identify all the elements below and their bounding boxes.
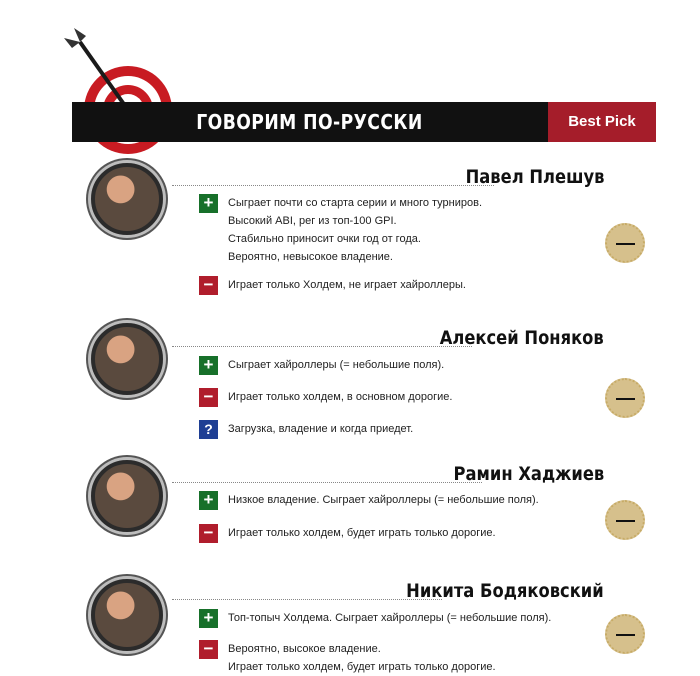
- cons-list: Вероятно, высокое владение. Играет только холдем, будет играть только дорогие.: [228, 643, 496, 673]
- unknown-list: Загрузка, владение и когда приедет.: [228, 423, 414, 435]
- best-pick-badge: Best Pick: [548, 102, 656, 142]
- divider: [172, 599, 442, 600]
- rating-medal-icon: [605, 500, 645, 540]
- pros-list: Сыграет почти со старта серии и много турниров. Высокий ABI, рег из топ-100 GPI. Стабильно приносит очки год от года. Вероятно, невысокое владение.: [228, 197, 483, 263]
- plus-icon: +: [199, 356, 218, 375]
- pros-list: Сыграет хайроллеры (= небольшие поля).: [228, 359, 445, 371]
- cons-list: Играет только холдем, будет играть только дорогие.: [228, 527, 496, 539]
- minus-icon: −: [199, 524, 218, 543]
- pros-list: Топ-топыч Холдема. Сыграет хайроллеры (= небольшие поля).: [228, 612, 552, 624]
- divider: [172, 482, 482, 483]
- rating-medal-icon: [605, 223, 645, 263]
- minus-icon: −: [199, 388, 218, 407]
- header-banner: [72, 102, 656, 142]
- avatar: [91, 460, 163, 532]
- player-name: Никита Бодяковский: [406, 580, 604, 602]
- cons-list: Играет только Холдем, не играет хайроллеры.: [228, 279, 466, 291]
- player-name: Алексей Поняков: [439, 327, 604, 349]
- question-icon: ?: [199, 420, 218, 439]
- player-name: Рамин Хаджиев: [453, 463, 604, 485]
- rating-medal-icon: [605, 378, 645, 418]
- avatar: [91, 163, 163, 235]
- plus-icon: +: [199, 491, 218, 510]
- player-name: Павел Плешув: [465, 166, 604, 188]
- minus-icon: −: [199, 276, 218, 295]
- plus-icon: +: [199, 609, 218, 628]
- page-title: ГОВОРИМ ПО-РУССКИ: [196, 110, 423, 134]
- divider: [172, 185, 494, 186]
- divider: [172, 346, 472, 347]
- minus-icon: −: [199, 640, 218, 659]
- plus-icon: +: [199, 194, 218, 213]
- rating-medal-icon: [605, 614, 645, 654]
- pros-list: Низкое владение. Сыграет хайроллеры (= небольшие поля).: [228, 494, 539, 506]
- avatar: [91, 323, 163, 395]
- cons-list: Играет только холдем, в основном дорогие.: [228, 391, 453, 403]
- avatar: [91, 579, 163, 651]
